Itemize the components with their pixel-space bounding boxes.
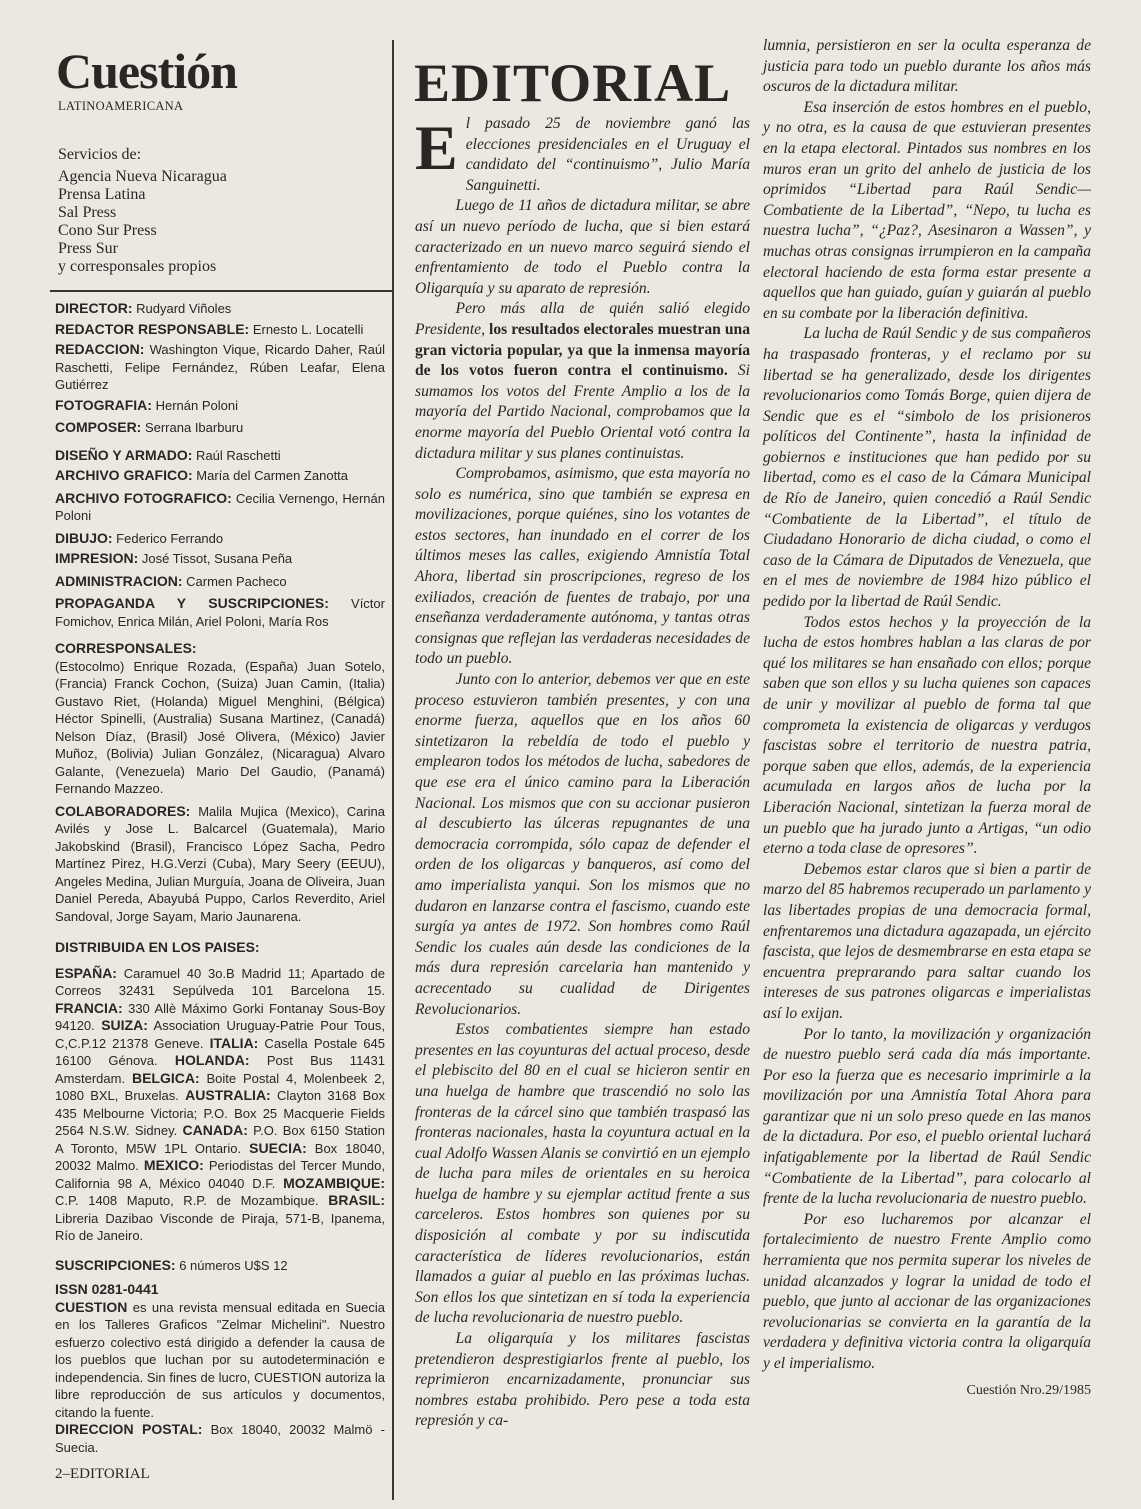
- about-text: es una revista mensual editada en Suecia en los Talleres Graficos "Zelmar Michelini". Nuestro esfuerzo colectivo está dirigido a defender la causa de los pueblos que luchan por su autodeterminación e independencia. Sin fines de lucro, CUESTION autoriza la libre reproducción de sus artículos y documentos, citando la fuente.: [55, 1299, 385, 1420]
- about-label: CUESTION: [55, 1298, 128, 1315]
- paragraph-text: Si sumamos los votos del Frente Amplio a los de la mayoría del Partido Nacional, comprobamos que la enorme mayoría del Pueblo Oriental votó contra la dictadura militar y sus planes continuistas.: [415, 362, 750, 462]
- paragraph: La lucha de Raúl Sendic y de sus compañeros ha traspasado fronteras, y el reclamo por su libertad se ha generalizado, desde los dirigentes revolucionarios como Tomás Borge, quien dijera de Sendic que es el “simbolo de los prisioneros políticos del Continente”, hasta la infinidad de gobiernos e instituciones que han pedido por su libertad, como es el caso de la Cámara Municipal de Río de Janeiro, quien concedió a Raúl Sendic “Combatiente de la Libertad”, el título de Ciudadano Honorario de dicha ciudad, o como el caso de la Cámara de Diputados de Venezuela, que en el mes de noviembre de 1984 hizo público el pedido por la libertad de Raúl Sendic.: [763, 325, 1091, 611]
- paragraph: Esa inserción de estos hombres en el pueblo, y no otra, es la causa de que estuvieran presentes en la etapa electoral. Pintados sus nombres en los muros eran un grito del anhelo de justicia de los oprimidos “Libertad para Raúl Sendic—Combatiente de la Libertad”, “Nepo, tu lucha es nuestra lucha”, “¿Paz?, Asesinaron a Wassen”, y muchas otras consignas irrumpieron en la campaña electoral haciendo de esta forma estar presente a aquellos que han guiado, guían y guiarán al pueblo en su combate por la liberación definitiva.: [763, 98, 1091, 322]
- credit-value: Serrana Ibarburu: [141, 420, 244, 435]
- credit-label: FOTOGRAFIA:: [55, 396, 152, 413]
- credit-entry: [55, 419, 385, 437]
- services-list: [58, 146, 227, 276]
- country-address: Periodistas del Tercer Mundo, California 98 A, México 04040 D.F.: [55, 1158, 385, 1191]
- paragraph: Luego de 11 años de dictadura militar, se abre así un nuevo período de lucha, que si bien estará caracterizado en un nuevo marco seguirá siendo el enfrentamiento de todo el Pueblo contra la Oligarquía y su aparato de represión.: [415, 197, 750, 297]
- credit-value: Hernán Poloni: [151, 397, 238, 413]
- drop-cap: E: [415, 112, 458, 183]
- credit-label: REDACCION:: [55, 341, 145, 357]
- postal-label: DIRECCION POSTAL:: [55, 1421, 203, 1437]
- credit-label: ARCHIVO FOTOGRAFICO:: [55, 489, 232, 506]
- subscriptions-label: SUSCRIPCIONES:: [55, 1256, 176, 1273]
- editorial-column-middle: [415, 114, 750, 1432]
- country-label: MEXICO:: [143, 1157, 204, 1173]
- credit-entry: [55, 530, 385, 548]
- paragraph: La oligarquía y los militares fascistas pretendieron desprestigiarlos frente al pueblo, los reprimieron encarnizadamente, pronunciar sus nombres estaba prohibido. Pero pese a toda esta represión y ca-: [415, 1330, 750, 1430]
- credit-label: DISEÑO Y ARMADO:: [55, 446, 193, 463]
- credit-value: Cecilia Vernengo, Hernán Poloni: [55, 490, 385, 523]
- country-label: FRANCIA:: [55, 999, 123, 1016]
- paragraph: lumnia, persistieron en ser la oculta esperanza de justicia para todo un pueblo durante los años más oscuros de la dictadura militar.: [763, 37, 1091, 96]
- paragraph: [415, 299, 750, 464]
- issue-number: Cuestión Nro.29/1985: [966, 1382, 1091, 1398]
- magazine-logo: Cuestión: [56, 43, 237, 99]
- country-label: MOZAMBIQUE:: [283, 1174, 385, 1191]
- paragraph: Estos combatientes siempre han estado presentes en las coyunturas del actual proceso, desde el plebiscito del 80 en el cual se hicieron sentir en una huelga de hambre que trascendió no solo las fronteras de la cárcel sino que también traspasó las fronteras nacionales, hasta la coyuntura actual en la cual Adolfo Wassen Alanis se convirtió en un ejemplo de lucha para miles de orientales en su heroica huelga de hambre y su ejemplar actitud frente a sus carceleros. Estos hombres son quienes por su disposición al combate y por su indiscutida característica de líderes revolucionarios, están llamados a guiar al pueblo en las próximas luchas. Son ellos los que sintetizan en sí toda la experiencia de lucha revolucionaria de nuestro pueblo.: [415, 1021, 750, 1327]
- country-label: SUIZA:: [101, 1017, 148, 1033]
- distribution-addresses: [55, 965, 385, 1245]
- credit-value: José Tissot, Susana Peña: [138, 551, 293, 566]
- credit-entry: [55, 550, 385, 568]
- country-label: CANADA:: [182, 1122, 248, 1138]
- staff-credits: [55, 300, 385, 630]
- postal-text: Box 18040, 20032 Malmö - Suecia.: [55, 1422, 385, 1455]
- country-address: Casella Postale 645 16100 Génova.: [55, 1035, 385, 1068]
- corresponsales-section: [55, 640, 385, 925]
- editorial-title: EDITORIAL: [414, 53, 732, 113]
- credit-label: DIBUJO:: [55, 529, 113, 546]
- credit-label: COMPOSER:: [55, 419, 142, 435]
- paragraph-text: l pasado 25 de noviembre ganó las elecciones presidenciales en el Uruguay el candidato del “continuismo”, Julio María Sanguinetti.: [465, 115, 750, 194]
- paragraph: Por eso lucharemos por alcanzar el fortalecimiento de nuestro Frente Amplio como herramienta que nos permita superar los niveles de unidad alcanzados y lograr la unidad de todo el pueblo, que junto al accionar de las organizaciones revolucionarias se convierta en la garantía de la verdadera y definitiva victoria contra la oligarquía y el imperialismo.: [763, 1210, 1091, 1372]
- country-address: Box 18040, 20032 Malmo.: [55, 1140, 385, 1173]
- credit-entry: [55, 573, 385, 591]
- credit-label: IMPRESION:: [55, 550, 139, 566]
- credit-label: REDACTOR RESPONSABLE:: [55, 320, 250, 337]
- country-label: SUECIA:: [249, 1139, 307, 1156]
- credit-entry: [55, 447, 385, 465]
- country-label: BRASIL:: [328, 1192, 385, 1208]
- country-label: AUSTRALIA:: [185, 1087, 271, 1103]
- service-item: Agencia Nueva Nicaragua: [58, 168, 227, 185]
- credit-label: DIRECTOR:: [55, 300, 133, 316]
- paragraph: [415, 114, 750, 196]
- country-address: P.O. Box 6150 Station A Toronto, M5W 1PL Ontario.: [55, 1123, 385, 1156]
- subscriptions-text: 6 números U$S 12: [175, 1257, 288, 1273]
- service-item: y corresponsales propios: [58, 258, 217, 275]
- service-item: Cono Sur Press: [58, 222, 157, 239]
- paragraph-text: Pero más alla de quién salió elegido Presidente,: [415, 300, 750, 338]
- editorial-column-right: [763, 36, 1091, 1401]
- country-label: ESPAÑA:: [55, 964, 117, 981]
- credit-entry: [55, 467, 385, 485]
- credit-value: Rudyard Viñoles: [132, 301, 232, 316]
- credit-entry: [55, 595, 385, 630]
- services-heading: Servicios de:: [58, 146, 142, 163]
- service-item: Prensa Latina: [58, 186, 146, 203]
- corresponsales-text: (Estocolmo) Enrique Rozada, (España) Juan Sotelo, (Francia) Franck Cochon, (Suiza) Juan Camin, (Italia) Gustavo Riet, (Holanda) Miguel Menghini, (Bélgica) Héctor Spinelli, (Australia) Susana Martinez, (Canadá) Nelson Díaz, (Brasil) José Olivera, (México) Javier Muñoz, (Bolivia) Julian González, (Nicaragua) Alvaro Galante, (Venezuela) Mario Del Gaudio, (Panamá) Fernando Mazzeo.: [55, 658, 385, 796]
- credit-value: Raúl Raschetti: [192, 447, 281, 463]
- credit-value: Ernesto L. Locatelli: [249, 321, 364, 337]
- credit-entry: [55, 341, 385, 394]
- magazine-subtitle: LATINOAMERICANA: [58, 99, 184, 113]
- credit-entry: [55, 321, 385, 339]
- paragraph: Todos estos hechos y la proyección de la lucha de estos hombres hablan a las claras de por qué los militares se han ensañado con ellos; porque saben que son ellos y su lucha quienes son capaces de unir y movilizar al pueblo de forma tal que comprometa la existencia de oligarcas y verdugos fascistas sobre el territorio de nuestra patria, porque saben que ellos, además, de la experiencia acumulada en largos años de lucha por la Liberación Nacional, sintetizan la fuerza moral de un pueblo que ha jurado junto a Artigas, “un odio eterno a toda clase de opresores”.: [763, 613, 1091, 858]
- credit-label: PROPAGANDA Y SUSCRIPCIONES:: [55, 595, 329, 611]
- country-label: BELGICA:: [131, 1069, 200, 1086]
- credit-entry: [55, 397, 385, 415]
- country-address: 330 Allè Máximo Gorki Fontanay Sous-Boy 94120.: [55, 1000, 385, 1033]
- page-number-section: 2–EDITORIAL: [55, 1466, 150, 1482]
- column-divider: [392, 40, 394, 1500]
- country-address: Boite Postal 4, Molenbeek 2, 1080 BXL, Bruxelas.: [55, 1070, 386, 1103]
- credit-label: ADMINISTRACION:: [55, 572, 183, 589]
- paragraph: Comprobamos, asimismo, que esta mayoría no solo es numérica, sino que también se expresa en movilizaciones, porque quiénes, sino los votantes de estos sectores, han inundado en el correr de los últimos meses las calles, exigiendo Amnistía Total Ahora, libertad sin proscripciones, regreso de los exiliados, creación de fuentes de trabajo, por una enseñanza verdaderamente autónoma, y tantas otras consignas que reflejan las verdaderas necesidades de todo un pueblo.: [415, 465, 750, 668]
- country-address: C.P. 1408 Maputo, R.P. de Mozambique.: [55, 1193, 329, 1208]
- paragraph-bold-text: los resultados electorales muestran una gran victoria popular, ya que la inmensa mayoría de los votos fueron contra el continuismo.: [415, 320, 750, 380]
- credit-value: Carmen Pacheco: [182, 573, 287, 589]
- issn: ISSN 0281-0441: [55, 1281, 159, 1297]
- country-label: HOLANDA:: [174, 1052, 250, 1068]
- left-column: [55, 300, 385, 1484]
- country-address: Libreria Dazibao Visconde de Piraja, 571-B, Ipanema, Río de Janeiro.: [55, 1210, 385, 1243]
- credit-value: María del Carmen Zanotta: [192, 468, 349, 483]
- paragraph: Junto con lo anterior, debemos ver que en este proceso estuvieron también presentes, y con una enorme fuerza, aquellos que en los años 60 sintetizaron la rebeldía de todo el pueblo y emplearon todos los métodos de lucha, sabedores de que ese era el único camino para la Liberación Nacional. Los mismos que con su accionar pusieron al descubierto las úlceras repugnantes de una democracia corrompida, sólo capaz de defender el orden de los oligarcas y banqueros, así como del amo imperialista yanqui. Son los mismos que no dudaron en lanzarse contra el fascismo, cuando este surgía ya antes de 1972. Son hombres como Raúl Sendic los cuales aún desde las condiciones de la más dura represión carcelaria han mantenido y acrecentado su cualidad de Dirigentes Revolucionarios.: [415, 671, 750, 1018]
- paragraph: Debemos estar claros que si bien a partir de marzo del 85 habremos recuperado un parlamento y las libertades propias de una democracia formal, enfrentaremos una dictadura agazapada, un ejército fascista, que lejos de desmembrarse en esta etapa se encuentra preprarando para saltar cuando los intereses de sus patrones oligarcas e imperialistas así lo exijan.: [763, 860, 1091, 1022]
- distribution-heading: DISTRIBUIDA EN LOS PAISES:: [55, 939, 260, 955]
- credit-value: Víctor Fomichov, Enrica Milán, Ariel Poloni, María Ros: [55, 596, 385, 629]
- corresponsales-label: CORRESPONSALES:: [55, 640, 197, 656]
- service-item: Sal Press: [58, 204, 117, 221]
- masthead-divider: [50, 290, 392, 292]
- country-address: Association Uruguay-Patrie Pour Tous, C,C.P.12 21378 Geneve.: [55, 1018, 386, 1051]
- country-label: ITALIA:: [209, 1034, 259, 1051]
- paragraph: Por lo tanto, la movilización y organización de nuestro pueblo será cada día más importante. Por eso la fuerza que es necesario imprimirle a la movilización por una Amnistía Total Ahora para garantizar que ni un solo preso quede en las manos de la dictadura. Por eso, el pueblo oriental luchará infatigablemente por la libertad de Raúl Sendic “Combatiente de la Libertad”, para colocarlo al frente de la lucha revolucionaria de nuestro pueblo.: [763, 1025, 1091, 1208]
- colaboradores-text: Malila Mujica (Mexico), Carina Avilés y Jose L. Balcarcel (Guatemala), Mario Jakobskind (Brasil), Francisco López Sacha, Pedro Martínez Pirez, H.G.Verzi (Cuba), Mary Seery (EEUU), Angeles Medina, Julian Murguía, Joana de Oliveira, Juan Daniel Pereda, Abayubá Puppo, Carlos Reverdito, Ariel Sandoval, Jorge Sayam, Mario Jaunarena.: [55, 803, 385, 924]
- credit-entry: [55, 490, 385, 525]
- country-address: Post Bus 11431 Amsterdam.: [55, 1053, 385, 1086]
- credit-value: Washington Vique, Ricardo Daher, Raúl Raschetti, Felipe Fernández, Rúben Leafar, Elena Gutiérrez: [55, 342, 385, 392]
- country-address: Clayton 3168 Box 435 Melbourne Victoria; P.O. Box 25 Macquerie Fields 2564 N.S.W. Sidney.: [55, 1088, 385, 1138]
- distribution-section: [55, 939, 385, 1456]
- credit-label: ARCHIVO GRAFICO:: [55, 467, 193, 483]
- service-item: Press Sur: [58, 240, 119, 257]
- country-address: Caramuel 40 3o.B Madrid 11; Apartado de Correos 32431 Sepúlveda 101 Barcelona 15.: [55, 965, 385, 998]
- colaboradores-label: COLABORADORES:: [55, 802, 191, 819]
- credit-entry: [55, 300, 385, 318]
- credit-value: Federico Ferrando: [112, 530, 224, 546]
